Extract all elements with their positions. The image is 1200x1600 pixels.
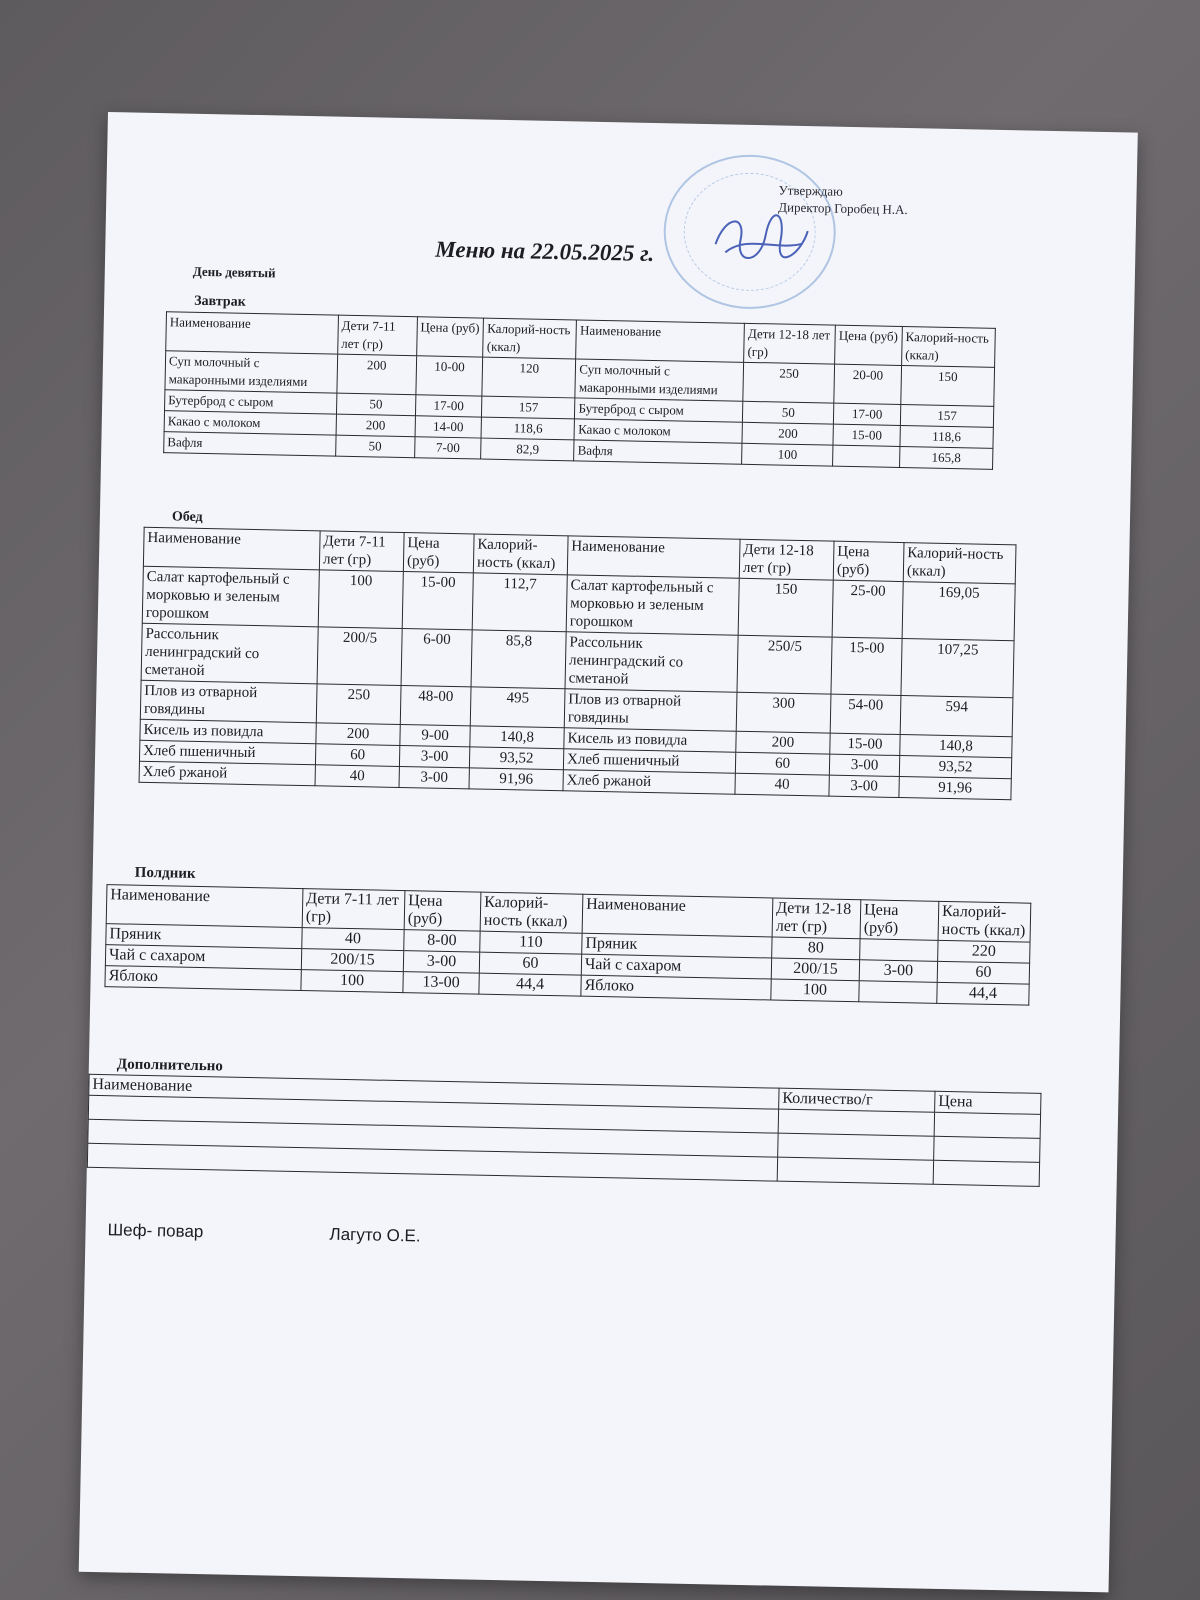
- portion-7-11: 100: [318, 570, 403, 629]
- price-7-11: 3-00: [399, 766, 469, 788]
- dish-name: Суп молочный с макаронными изделиями: [165, 351, 338, 393]
- col-calories-header: Калорий-ность (ккал): [473, 534, 568, 575]
- price-7-11: 14-00: [415, 416, 482, 438]
- price-12-18: 25-00: [832, 580, 903, 638]
- col-price-header: Цена (руб): [416, 317, 483, 357]
- extra-label: Дополнительно: [116, 1056, 224, 1075]
- col-name-header: Наименование: [89, 1074, 779, 1109]
- dish-name: Чай с сахаром: [581, 954, 771, 979]
- portion-12-18: 150: [738, 578, 833, 637]
- col-kids-12-18-header: Дети 12-18 лет (гр): [772, 898, 861, 939]
- price-7-11: 17-00: [415, 395, 482, 417]
- menu-sheet: [79, 112, 1138, 1592]
- portion-7-11: 40: [315, 765, 399, 788]
- dish-name: Кисель из повидла: [564, 728, 736, 752]
- dish-name: Салат картофельный с морковью и зеленым горошком: [566, 575, 739, 635]
- portion-12-18: 100: [771, 979, 859, 1002]
- col-price-header: Цена (руб): [403, 533, 474, 573]
- price-12-18: 3-00: [829, 754, 899, 776]
- dish-name: Вафля: [164, 432, 336, 456]
- dish-name: Какао с молоком: [574, 419, 742, 443]
- col-price-header: Цена (руб): [860, 900, 939, 941]
- portion-7-11: 60: [315, 744, 399, 767]
- approval-block: [778, 181, 908, 218]
- price-12-18: 54-00: [830, 694, 901, 734]
- portion-12-18: 50: [743, 401, 834, 424]
- col-kids-12-18-header: Дети 12-18 лет (гр): [739, 539, 834, 580]
- dish-name: Хлеб ржаной: [139, 761, 315, 786]
- kcal-7-11: 112,7: [472, 573, 567, 632]
- col-price-header: Цена (руб): [833, 541, 904, 581]
- portion-7-11: 50: [335, 435, 414, 458]
- kcal-7-11: 60: [479, 952, 581, 975]
- dish-name: Хлеб ржаной: [563, 770, 735, 794]
- dish-name: Рассольник ленинградский со сметаной: [141, 623, 318, 684]
- dish-name: Хлеб пшеничный: [563, 749, 735, 773]
- kcal-12-18: 91,96: [899, 777, 1011, 800]
- col-price-header: Цена: [935, 1091, 1041, 1114]
- col-kids-12-18-header: Дети 12-18 лет (гр): [744, 323, 836, 364]
- dish-name: Салат картофельный с морковью и зеленым горошком: [142, 566, 319, 627]
- price-12-18: 20-00: [834, 364, 901, 404]
- col-price-header: Цена (руб): [835, 325, 902, 365]
- dish-name: Пряник: [582, 933, 772, 958]
- col-name-header: Наименование: [166, 312, 339, 354]
- dish-name: Суп молочный с макаронными изделиями: [575, 359, 744, 401]
- menu-title: Меню на 22.05.2025 г.: [435, 236, 655, 266]
- dish-name: Вафля: [574, 440, 742, 464]
- breakfast-table: [163, 311, 996, 470]
- col-name-header: Наименование: [582, 894, 773, 937]
- col-name-header: Наименование: [106, 885, 303, 928]
- kcal-7-11: 44,4: [479, 973, 581, 996]
- kcal-7-11: 118,6: [481, 417, 574, 440]
- kcal-12-18: 44,4: [937, 982, 1029, 1005]
- col-price-header: Цена (руб): [404, 891, 481, 932]
- col-calories-header: Калорий-ность (ккал): [902, 326, 996, 367]
- kcal-7-11: 120: [482, 357, 576, 398]
- dish-name: Хлеб пшеничный: [139, 740, 315, 765]
- portion-7-11: 100: [301, 970, 403, 993]
- portion-12-18: 200/15: [771, 958, 859, 981]
- kcal-12-18: 118,6: [900, 425, 993, 448]
- portion-7-11: 200: [336, 414, 415, 437]
- portion-12-18: 250/5: [737, 635, 832, 694]
- dish-name: Бутерброд с сыром: [165, 390, 337, 414]
- col-kids-7-11-header: Дети 7-11 лет (гр): [302, 889, 405, 930]
- price-7-11: 15-00: [402, 572, 473, 630]
- col-name-header: Наименование: [576, 320, 745, 362]
- kcal-12-18: 157: [900, 404, 993, 427]
- kcal-12-18: 169,05: [902, 582, 1015, 641]
- price-12-18: 3-00: [859, 960, 937, 983]
- kcal-7-11: 495: [470, 687, 565, 728]
- price-12-18: 15-00: [833, 424, 900, 446]
- price-7-11: 3-00: [403, 951, 479, 974]
- kcal-7-11: 110: [480, 931, 582, 954]
- price-7-11: 7-00: [414, 437, 481, 459]
- chef-name: Лагуто О.Е.: [329, 1224, 421, 1246]
- price-7-11: 8-00: [404, 930, 480, 953]
- price-12-18: 15-00: [830, 733, 900, 755]
- price-7-11: 48-00: [400, 685, 471, 725]
- portion-7-11: 50: [336, 393, 415, 416]
- portion-7-11: 200: [316, 723, 400, 746]
- kcal-7-11: 82,9: [481, 438, 574, 461]
- portion-12-18: 80: [772, 937, 860, 960]
- kcal-12-18: 60: [937, 961, 1029, 984]
- kcal-12-18: 140,8: [900, 735, 1012, 758]
- lunch-table: [139, 527, 1017, 800]
- portion-7-11: 200: [337, 354, 417, 395]
- snack-table: [104, 884, 1031, 1006]
- kcal-7-11: 140,8: [470, 726, 564, 749]
- portion-12-18: 200: [742, 422, 833, 445]
- portion-12-18: 300: [736, 692, 831, 733]
- portion-12-18: 40: [735, 773, 829, 796]
- price-7-11: 13-00: [403, 972, 479, 995]
- dish-name: Плов из отварной говядины: [564, 689, 737, 731]
- portion-7-11: 250: [316, 684, 401, 725]
- col-calories-header: Калорий-ность (ккал): [483, 318, 577, 359]
- kcal-12-18: 93,52: [899, 756, 1011, 779]
- dish-name: Рассольник ленинградский со сметаной: [565, 632, 738, 692]
- price-12-18: 15-00: [831, 637, 902, 695]
- price-12-18: [833, 445, 900, 467]
- snack-label: Полдник: [134, 864, 196, 882]
- price-7-11: 10-00: [416, 356, 483, 396]
- kcal-12-18: 107,25: [901, 639, 1014, 698]
- portion-12-18: 200: [736, 731, 830, 754]
- price-7-11: 3-00: [399, 745, 469, 767]
- day-label: День девятый: [192, 263, 276, 281]
- price-12-18: 3-00: [829, 775, 899, 797]
- price-7-11: 6-00: [401, 629, 472, 687]
- kcal-12-18: 165,8: [899, 446, 992, 469]
- portion-7-11: 200/15: [301, 949, 403, 972]
- dish-name: Какао с молоком: [164, 411, 336, 435]
- breakfast-label: Завтрак: [194, 293, 246, 310]
- kcal-7-11: 85,8: [471, 630, 566, 689]
- lunch-label: Обед: [171, 509, 203, 525]
- kcal-12-18: 594: [900, 696, 1013, 737]
- approval-line-2: Директор Горобец Н.А.: [778, 199, 908, 218]
- kcal-12-18: 220: [938, 940, 1030, 963]
- dish-name: Кисель из повидла: [140, 719, 316, 744]
- dish-name: Яблоко: [581, 975, 771, 1000]
- kcal-7-11: 157: [482, 396, 575, 419]
- col-kids-7-11-header: Дети 7-11 лет (гр): [319, 531, 404, 572]
- price-7-11: 9-00: [400, 724, 470, 746]
- price-12-18: [860, 939, 938, 962]
- dish-name: Плов из отварной говядины: [140, 680, 317, 723]
- col-name-header: Наименование: [567, 536, 740, 578]
- portion-7-11: 40: [302, 928, 404, 951]
- col-calories-header: Калорий-ность (ккал): [903, 543, 1016, 584]
- dish-name: Чай с сахаром: [105, 945, 301, 970]
- portion-12-18: 250: [743, 362, 835, 403]
- col-kids-7-11-header: Дети 7-11 лет (гр): [338, 315, 418, 356]
- dish-name: Бутерброд с сыром: [575, 398, 743, 422]
- kcal-12-18: 150: [901, 365, 995, 406]
- col-name-header: Наименование: [143, 527, 320, 570]
- price-12-18: [859, 981, 937, 1004]
- kcal-7-11: 93,52: [469, 747, 563, 770]
- dish-name: Пряник: [106, 924, 302, 949]
- col-calories-header: Калорий-ность (ккал): [480, 892, 583, 933]
- portion-12-18: 100: [742, 443, 833, 466]
- portion-12-18: 60: [735, 752, 829, 775]
- portion-7-11: 200/5: [317, 627, 402, 686]
- extra-table: [87, 1074, 1042, 1187]
- chef-role: Шеф- повар: [107, 1220, 204, 1242]
- approval-line-1: Утверждаю: [778, 182, 844, 199]
- col-calories-header: Калорий-ность (ккал): [938, 901, 1031, 942]
- dish-name: Яблоко: [105, 966, 301, 991]
- kcal-7-11: 91,96: [469, 768, 563, 791]
- col-quantity-header: Количество/г: [779, 1088, 935, 1112]
- price-12-18: 17-00: [834, 403, 901, 425]
